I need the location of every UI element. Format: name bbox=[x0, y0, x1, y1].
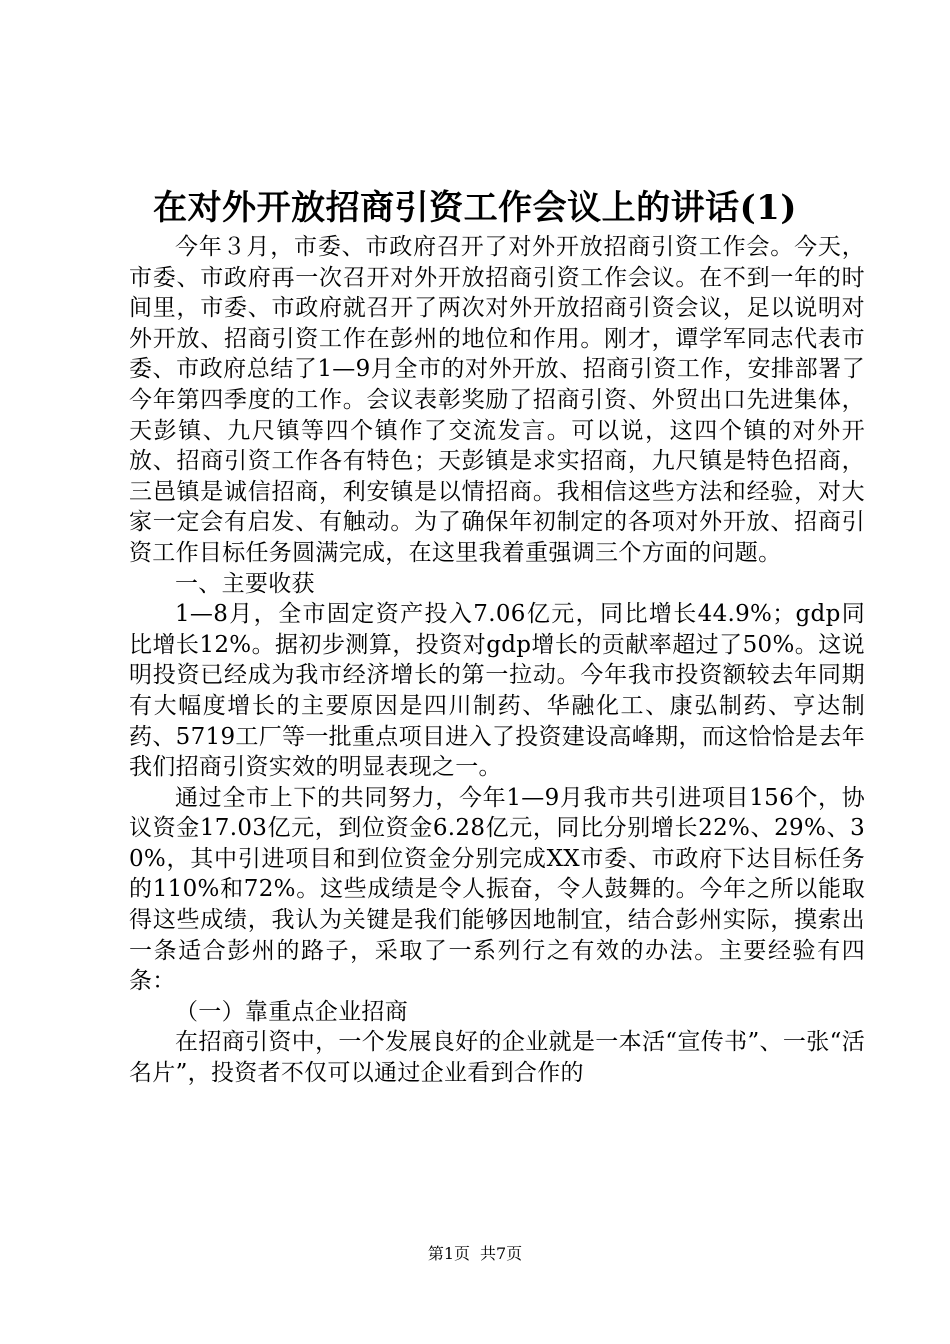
document-title: 在对外开放招商引资工作会议上的讲话(1) bbox=[153, 188, 797, 228]
page-footer bbox=[0, 1244, 950, 1264]
paragraph-results: 通过全市上下的共同努力，今年1—9月我市共引进项目156个，协议资金17.03亿元，到位资金6.28亿元，同比分别增长22%、29%、30%，其中引进项目和到位资金分别完成XX市委、市政府下达目标任务的110%和72%。这些成绩是令人振奋，令人鼓舞的。今年之所以能取得这些成绩，我认为关键是我们能够因地制宜，结合彭州实际，摸索出一条适合彭州的路子，采取了一系列行之有效的办法。主要经验有四条： bbox=[129, 784, 865, 995]
page-number-current: 第1页 bbox=[427, 1244, 470, 1263]
section-heading-main-gains: 一、主要收获 bbox=[175, 570, 315, 597]
paragraph-intro: 今年３月，市委、市政府召开了对外开放招商引资工作会。今天，市委、市政府再一次召开对外开放招商引资工作会议。在不到一年的时间里，市委、市政府就召开了两次对外开放招商引资会议，足以说明对外开放、招商引资工作在彭州的地位和作用。刚才，谭学军同志代表市委、市政府总结了1—9月全市的对外开放、招商引资工作，安排部署了今年第四季度的工作。会议表彰奖励了招商引资、外贸出口先进集体，天彭镇、九尺镇等四个镇作了交流发言。可以说，这四个镇的对外开放、招商引资工作各有特色；天彭镇是求实招商，九尺镇是特色招商，三邑镇是诚信招商，利安镇是以情招商。我相信这些方法和经验，对大家一定会有启发、有触动。为了确保年初制定的各项对外开放、招商引资工作目标任务圆满完成，在这里我着重强调三个方面的问题。 bbox=[129, 234, 865, 566]
paragraph-key-enterprises: 在招商引资中，一个发展良好的企业就是一本活“宣传书”、一张“活名片”，投资者不仅可以通过企业看到合作的 bbox=[129, 1029, 865, 1087]
subsection-heading-key-enterprises: （一）靠重点企业招商 bbox=[175, 998, 408, 1025]
document-body bbox=[129, 232, 865, 1089]
page-number-total: 共7页 bbox=[480, 1244, 523, 1263]
paragraph-investment: 1—8月，全市固定资产投入7.06亿元，同比增长44.9%；gdp同比增长12%。据初步测算，投资对gdp增长的贡献率超过了50%。这说明投资已经成为我市经济增长的第一拉动。今年我市投资额较去年同期有大幅度增长的主要原因是四川制药、华融化工、康弘制药、亨达制药、5719工厂等一批重点项目进入了投资建设高峰期，而这恰恰是去年我们招商引资实效的明显表现之一。 bbox=[129, 601, 865, 781]
